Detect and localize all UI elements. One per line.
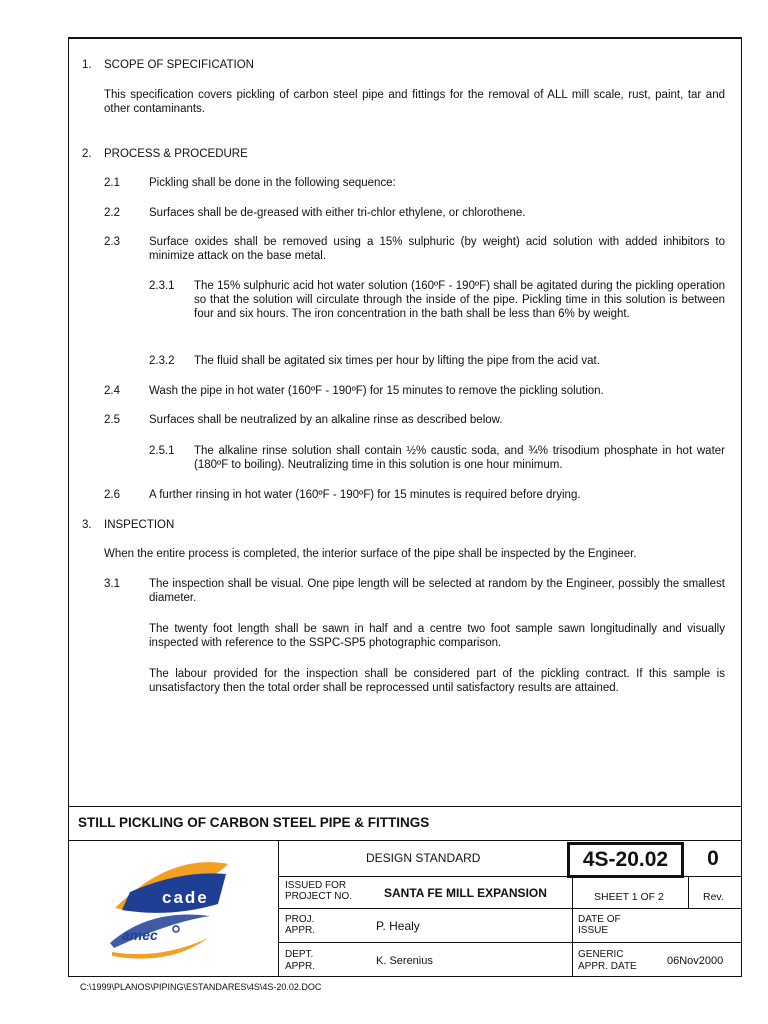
appr-label: APPR.	[285, 961, 316, 972]
item-number: 2.6	[104, 489, 120, 501]
project-no-label: PROJECT NO.	[285, 891, 353, 902]
project-approver: P. Healy	[376, 919, 420, 933]
subitem-text: The fluid shall be agitated six times per hour by lifting the pipe from the acid vat.	[194, 355, 600, 367]
section-heading: INSPECTION	[104, 519, 175, 531]
item-text: The inspection shall be visual. One pipe length will be selected at random by the Engineer, possibly the smallest diameter.	[149, 578, 725, 604]
item-number: 2.1	[104, 177, 120, 189]
dept-label: DEPT.	[285, 949, 314, 960]
paragraph: The twenty foot length shall be sawn in half and a centre two foot sample sawn longitudinally and visually inspected with reference to the SSPC-SP5 photographic comparison.	[149, 623, 725, 649]
item-text: Surfaces shall be neutralized by an alkaline rinse as described below.	[149, 414, 503, 426]
item-number: 2.5	[104, 414, 120, 426]
divider	[68, 840, 742, 841]
section-number: 2.	[82, 148, 92, 160]
logo-text-amec: amec	[122, 927, 158, 943]
appr-date-label: APPR. DATE	[578, 961, 637, 972]
issue-label: ISSUE	[578, 925, 609, 936]
item-text: Surfaces shall be de-greased with either tri-chlor ethylene, or chlorothene.	[149, 207, 526, 219]
subitem-text: The alkaline rinse solution shall contain ½% caustic soda, and ¾% trisodium phosphate in hot water (180ºF to boiling). Neutralizing time in this solution is one hour minimum.	[194, 445, 725, 471]
subitem-number: 2.3.2	[149, 355, 175, 367]
rev-label: Rev.	[703, 891, 724, 903]
item-text: Surface oxides shall be removed using a 15% sulphuric (by weight) acid solution with added inhibitors to minimize attack on the base metal.	[149, 236, 725, 262]
sheet-number: SHEET 1 OF 2	[594, 891, 664, 903]
logo-text-cade: cade	[162, 888, 209, 907]
revision-number: 0	[707, 847, 719, 870]
section-number: 1.	[82, 59, 92, 71]
item-number: 2.2	[104, 207, 120, 219]
design-standard-label: DESIGN STANDARD	[366, 851, 481, 865]
item-number: 3.1	[104, 578, 120, 590]
section-number: 3.	[82, 519, 92, 531]
generic-label: GENERIC	[578, 949, 624, 960]
item-text: A further rinsing in hot water (160ºF - 190ºF) for 15 minutes is required before drying.	[149, 489, 581, 501]
subitem-text: The 15% sulphuric acid hot water solution (160ºF - 190ºF) shall be agitated during the pickling operation so that the solution will circulate through the inside of the pipe. Pickling time in this solution is between four and six hours. The iron concentration in the bath shall be less than 6% by weight.	[194, 280, 725, 320]
item-number: 2.3	[104, 236, 120, 248]
divider	[68, 806, 742, 807]
document-number: 4S-20.02	[567, 842, 684, 878]
subitem-number: 2.3.1	[149, 280, 175, 292]
project-name: SANTA FE MILL EXPANSION	[384, 886, 547, 900]
section-heading: PROCESS & PROCEDURE	[104, 148, 248, 160]
generic-approval-date: 06Nov2000	[667, 955, 724, 967]
proj-label: PROJ.	[285, 914, 315, 925]
paragraph: The labour provided for the inspection shall be considered part of the pickling contract. If this sample is unsatisfactory then the total order shall be reprocessed until satisfactory results are attained.	[149, 668, 725, 694]
item-number: 2.4	[104, 385, 120, 397]
appr-label: APPR.	[285, 925, 316, 936]
company-logo	[100, 848, 240, 968]
divider	[688, 876, 689, 908]
divider	[572, 876, 573, 977]
item-text: Wash the pipe in hot water (160ºF - 190ºF) for 15 minutes to remove the pickling solution.	[149, 385, 604, 397]
issued-for-label: ISSUED FOR	[285, 880, 347, 891]
date-of-label: DATE OF	[578, 914, 621, 925]
divider	[278, 942, 742, 943]
section-body: When the entire process is completed, the interior surface of the pipe shall be inspected by the Engineer.	[104, 548, 637, 560]
file-path: C:\1999\PLANOS\PIPING\ESTANDARES\4S\4S-20.02.DOC	[80, 982, 322, 992]
document-title: STILL PICKLING OF CARBON STEEL PIPE & FITTINGS	[78, 815, 430, 830]
logo-circle-mark	[173, 926, 179, 932]
item-text: Pickling shall be done in the following sequence:	[149, 177, 396, 189]
section-heading: SCOPE OF SPECIFICATION	[104, 59, 254, 71]
department-approver: K. Serenius	[376, 955, 433, 967]
subitem-number: 2.5.1	[149, 445, 175, 457]
divider	[278, 908, 742, 909]
section-body: This specification covers pickling of carbon steel pipe and fittings for the removal of ALL mill scale, rust, paint, tar and other contaminants.	[104, 89, 725, 115]
